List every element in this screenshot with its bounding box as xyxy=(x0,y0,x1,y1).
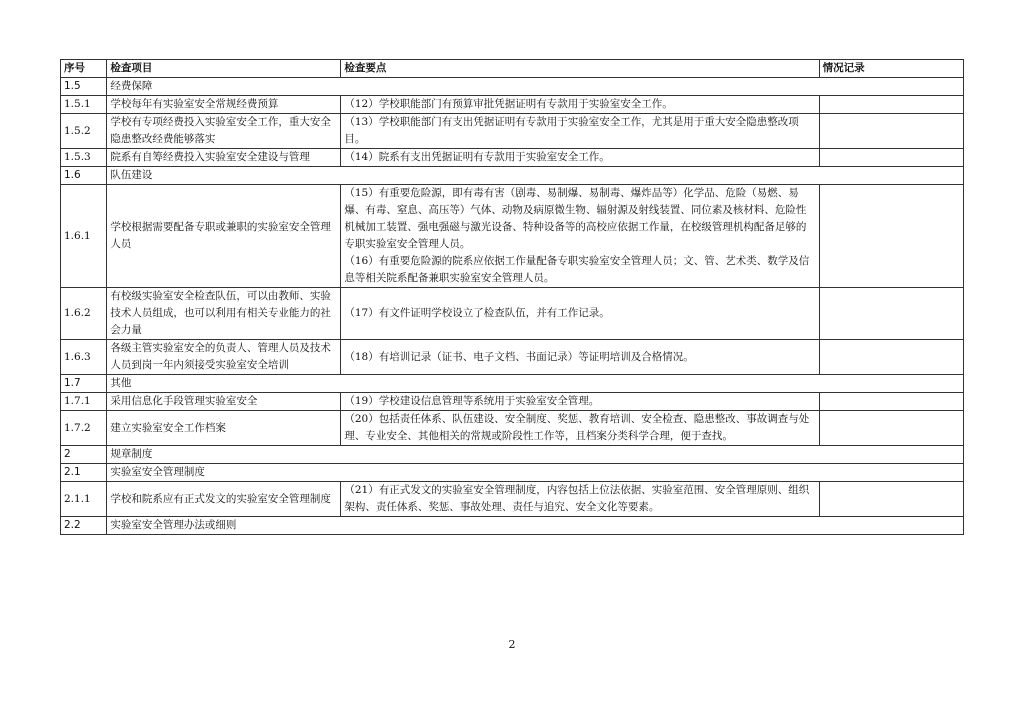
record-cell xyxy=(819,96,963,114)
section-row xyxy=(61,375,964,393)
table-row xyxy=(61,411,964,446)
section-title: 经费保障 xyxy=(107,78,964,96)
check-points xyxy=(341,96,819,114)
check-points xyxy=(341,288,819,340)
check-points xyxy=(341,114,819,149)
check-point-text: （18）有培训记录（证书、电子文档、书面记录）等证明培训及合格情况。 xyxy=(344,350,694,363)
section-row xyxy=(61,517,964,535)
item-number: 1.6.1 xyxy=(61,185,107,288)
item-number: 1.7.2 xyxy=(61,411,107,446)
check-item: 建立实验室安全工作档案 xyxy=(107,411,341,446)
check-points xyxy=(341,185,819,288)
header-item: 检查项目 xyxy=(107,60,341,78)
record-cell xyxy=(819,411,963,446)
item-number: 1.7.1 xyxy=(61,393,107,411)
check-item: 学校有专项经费投入实验室安全工作，重大安全隐患整改经费能够落实 xyxy=(107,114,341,149)
table-row xyxy=(61,340,964,375)
section-title: 规章制度 xyxy=(107,446,964,464)
record-cell xyxy=(819,185,963,288)
table-row xyxy=(61,288,964,340)
check-item: 采用信息化手段管理实验室安全 xyxy=(107,393,341,411)
record-cell xyxy=(819,288,963,340)
check-item: 学校和院系应有正式发文的实验室安全管理制度 xyxy=(107,482,341,517)
item-number: 1.5.3 xyxy=(61,149,107,167)
check-points xyxy=(341,393,819,411)
table-header-row xyxy=(61,60,964,78)
section-number: 2.2 xyxy=(61,517,107,535)
item-number: 1.6.2 xyxy=(61,288,107,340)
section-title: 实验室安全管理制度 xyxy=(107,464,964,482)
check-item: 学校根据需要配备专职或兼职的实验室安全管理人员 xyxy=(107,185,341,288)
section-number: 2.1 xyxy=(61,464,107,482)
section-title: 实验室安全管理办法或细则 xyxy=(107,517,964,535)
check-point-text: （21）有正式发文的实验室安全管理制度，内容包括上位法依据、实验室范围、安全管理原则、组织架构、责任体系、奖惩、事故处理、责任与追究、安全文化等要素。 xyxy=(344,484,810,513)
section-row xyxy=(61,167,964,185)
record-cell xyxy=(819,482,963,517)
check-item: 院系有自筹经费投入实验室安全建设与管理 xyxy=(107,149,341,167)
check-item: 学校每年有实验室安全常规经费预算 xyxy=(107,96,341,114)
check-point-text: （19）学校建设信息管理等系统用于实验室安全管理。 xyxy=(344,395,600,407)
section-number: 2 xyxy=(61,446,107,464)
section-number: 1.6 xyxy=(61,167,107,185)
header-record: 情况记录 xyxy=(819,60,963,78)
page-number: 2 xyxy=(508,638,516,651)
check-point-text: （20）包括责任体系、队伍建设、安全制度、奖惩、教育培训、安全检查、隐患整改、事故调查与处理、专业安全、其他相关的常规或阶段性工作等，且档案分类科学合理，便于查找。 xyxy=(344,413,810,442)
section-row xyxy=(61,464,964,482)
item-number: 1.5.2 xyxy=(61,114,107,149)
header-no: 序号 xyxy=(61,60,107,78)
table-row xyxy=(61,149,964,167)
section-number: 1.5 xyxy=(61,78,107,96)
section-row xyxy=(61,446,964,464)
check-points xyxy=(341,340,819,375)
check-point-text: （17）有文件证明学校设立了检查队伍，并有工作记录。 xyxy=(344,307,610,319)
table-row xyxy=(61,114,964,149)
inspection-table xyxy=(60,59,964,535)
check-point-text: （15）有重要危险源，即有毒有害（剧毒、易制爆、易制毒、爆炸品等）化学品、危险（易燃、易爆、有毒、窒息、高压等）气体、动物及病原微生物、辐射源及射线装置、同位素及核材料、危险性机械加工装置、强电强磁与激光设备、特种设备等的高校应依据工作量，在校级管理机构配备足够的专职实验室安全管理人员。 xyxy=(344,187,807,250)
section-title: 队伍建设 xyxy=(107,167,964,185)
record-cell xyxy=(819,114,963,149)
item-number: 1.5.1 xyxy=(61,96,107,114)
check-points xyxy=(341,411,819,446)
item-number: 1.6.3 xyxy=(61,340,107,375)
table-row xyxy=(61,96,964,114)
table-body xyxy=(61,78,964,535)
check-point-text: （13）学校职能部门有支出凭据证明有专款用于实验室安全工作，尤其是用于重大安全隐患整改项目。 xyxy=(344,116,799,145)
check-item: 有校级实验室安全检查队伍，可以由教师、实验技术人员组成，也可以利用有相关专业能力的社会力量 xyxy=(107,288,341,340)
check-point-text: （12）学校职能部门有预算审批凭据证明有专款用于实验室安全工作。 xyxy=(344,98,673,110)
check-point-text: （16）有重要危险源的院系应依据工作量配备专职实验室安全管理人员；文、管、艺术类、数学及信息等相关院系配备兼职实验室安全管理人员。 xyxy=(344,255,810,284)
table-row xyxy=(61,393,964,411)
table-row xyxy=(61,185,964,288)
record-cell xyxy=(819,340,963,375)
section-title: 其他 xyxy=(107,375,964,393)
item-number: 2.1.1 xyxy=(61,482,107,517)
section-number: 1.7 xyxy=(61,375,107,393)
check-item: 各级主管实验室安全的负责人、管理人员及技术人员到岗一年内须接受实验室安全培训 xyxy=(107,340,341,375)
section-row xyxy=(61,78,964,96)
record-cell xyxy=(819,393,963,411)
check-points xyxy=(341,149,819,167)
record-cell xyxy=(819,149,963,167)
check-points xyxy=(341,482,819,517)
table-row xyxy=(61,482,964,517)
check-point-text: （14）院系有支出凭据证明有专款用于实验室安全工作。 xyxy=(344,151,610,163)
header-point: 检查要点 xyxy=(341,60,819,78)
